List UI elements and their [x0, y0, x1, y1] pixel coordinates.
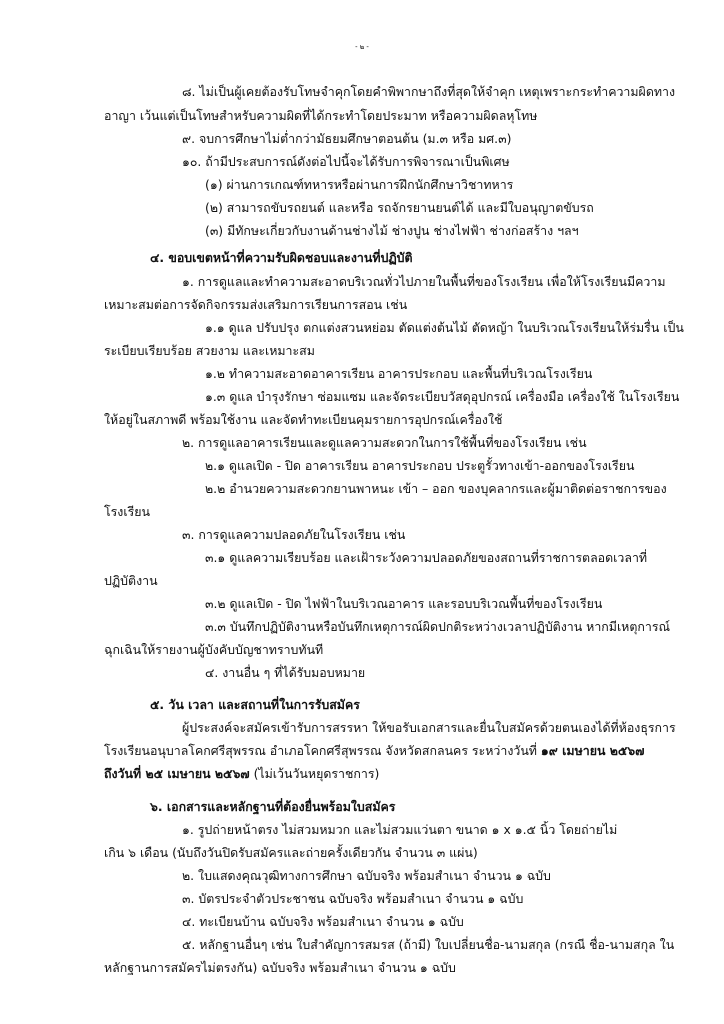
section-5-line	[104, 741, 644, 761]
section-4-line: ๑.๑ ดูแล ปรับปรุง ตกแต่งสวนหย่อม ตัดแต่งต้นไม้ ตัดหญ้า ในบริเวณโรงเรียนให้ร่มรื่น เป็น	[205, 320, 684, 335]
section-6-line: เกิน ๖ เดือน (นับถึงวันปิดรับสมัครและถ่ายครั้งเดียวกัน จำนวน ๓ แผ่น)	[104, 845, 478, 860]
section-6-line: ๑. รูปถ่ายหน้าตรง ไม่สวมหมวก และไม่สวมแว่นตา ขนาด ๑ x ๑.๕ นิ้ว โดยถ่ายไม่	[182, 822, 618, 837]
section-5-heading: ๕. วัน เวลา และสถานที่ในการรับสมัคร	[150, 697, 360, 712]
qualification-line: (๑) ผ่านการเกณฑ์ทหารหรือผ่านการฝึกนักศึกษาวิชาทหาร	[205, 177, 514, 192]
qualification-line: ๘. ไม่เป็นผู้เคยต้องรับโทษจำคุกโดยคำพิพากษาถึงที่สุดให้จำคุก เหตุเพราะกระทำความผิดทาง	[182, 84, 676, 99]
section-4-line: ๒. การดูแลอาคารเรียนและดูแลความสะดวกในการใช้พื้นที่ของโรงเรียน เช่น	[182, 435, 587, 450]
section-4-line: ๑.๓ ดูแล บำรุงรักษา ซ่อมแซม และจัดระเบียบวัสดุอุปกรณ์ เครื่องมือ เครื่องใช้ ในโรงเรียน	[205, 389, 680, 404]
qualification-line: อาญา เว้นแต่เป็นโทษสำหรับความผิดที่ได้กระทำโดยประมาท หรือความผิดลหุโทษ	[104, 108, 538, 123]
section-4-line: ระเบียบเรียบร้อย สวยงาม และเหมาะสม	[104, 343, 315, 358]
section-5-text: (ไม่เว้นวันหยุดราชการ)	[253, 766, 380, 781]
section-4-line: ๓.๒ ดูแลเปิด - ปิด ไฟฟ้าในบริเวณอาคาร และรอบบริเวณพื้นที่ของโรงเรียน	[205, 596, 603, 611]
qualification-line: (๒) สามารถขับรถยนต์ และหรือ รถจักรยานยนต์ได้ และมีใบอนุญาตขับรถ	[205, 200, 594, 215]
section-6-heading: ๖. เอกสารและหลักฐานที่ต้องยื่นพร้อมใบสมัคร	[150, 799, 396, 814]
section-4-line: ให้อยู่ในสภาพดี พร้อมใช้งาน และจัดทำทะเบียนคุมรายการอุปกรณ์เครื่องใช้	[104, 412, 503, 427]
qualification-line: ๙. จบการศึกษาไม่ต่ำกว่ามัธยมศึกษาตอนต้น (ม.๓ หรือ มศ.๓)	[182, 131, 512, 146]
section-4-line: ๑.๒ ทำความสะอาดอาคารเรียน อาคารประกอบ และพื้นที่บริเวณโรงเรียน	[205, 366, 593, 381]
section-4-line: ๓. การดูแลความปลอดภัยในโรงเรียน เช่น	[182, 527, 406, 542]
application-end-date: ถึงวันที่ ๒๕ เมษายน ๒๕๖๗	[104, 766, 250, 781]
section-6-line: ๕. หลักฐานอื่นๆ เช่น ใบสำคัญการสมรส (ถ้ามี) ใบเปลี่ยนชื่อ-นามสกุล (กรณี ชื่อ-นามสกุล ใน	[182, 937, 675, 952]
section-6-line: ๓. บัตรประจำตัวประชาชน ฉบับจริง พร้อมสำเนา จำนวน ๑ ฉบับ	[182, 891, 524, 906]
section-4-heading: ๔. ขอบเขตหน้าที่ความรับผิดชอบและงานที่ปฏิบัติ	[150, 250, 413, 265]
section-4-line: ๒.๑ ดูแลเปิด - ปิด อาคารเรียน อาคารประกอบ ประตูรั้วทางเข้า-ออกของโรงเรียน	[205, 458, 635, 473]
section-4-line: โรงเรียน	[104, 504, 150, 519]
section-6-line: หลักฐานการสมัครไม่ตรงกัน) ฉบับจริง พร้อมสำเนา จำนวน ๑ ฉบับ	[104, 960, 456, 975]
section-6-line: ๔. ทะเบียนบ้าน ฉบับจริง พร้อมสำเนา จำนวน ๑ ฉบับ	[182, 914, 464, 929]
section-6-line: ๒. ใบแสดงคุณวุฒิทางการศึกษา ฉบับจริง พร้อมสำเนา จำนวน ๑ ฉบับ	[182, 868, 551, 883]
section-5-text: โรงเรียนอนุบาลโคกศรีสุพรรณ อำเภอโคกศรีสุพรรณ จังหวัดสกลนคร ระหว่างวันที่	[104, 743, 537, 758]
section-5-line: ผู้ประสงค์จะสมัครเข้ารับการสรรหา ให้ขอรับเอกสารและยื่นใบสมัครด้วยตนเองได้ที่ห้องธุรการ	[182, 720, 676, 735]
section-4-line: ๑. การดูแลและทำความสะอาดบริเวณทั่วไปภายในพื้นที่ของโรงเรียน เพื่อให้โรงเรียนมีความ	[182, 274, 666, 289]
section-4-line: ๒.๒ อำนวยความสะดวกยานพาหนะ เข้า – ออก ของบุคลากรและผู้มาติดต่อราชการของ	[205, 481, 667, 496]
section-4-line: เหมาะสมต่อการจัดกิจกรรมส่งเสริมการเรียนการสอน เช่น	[104, 297, 408, 312]
section-4-line: ฉุกเฉินให้รายงานผู้บังคับบัญชาทราบทันที	[104, 642, 324, 657]
section-4-line: ๔. งานอื่น ๆ ที่ได้รับมอบหมาย	[205, 665, 366, 680]
section-4-line: ๓.๓ บันทึกปฏิบัติงานหรือบันทึกเหตุการณ์ผิดปกติระหว่างเวลาปฏิบัติงาน หากมีเหตุการณ์	[205, 619, 670, 634]
section-4-line: ปฏิบัติงาน	[104, 573, 158, 588]
application-start-date: ๑๙ เมษายน ๒๕๖๗	[540, 743, 645, 758]
section-4-line: ๓.๑ ดูแลความเรียบร้อย และเฝ้าระวังความปลอดภัยของสถานที่ราชการตลอดเวลาที่	[205, 550, 648, 565]
page-number: - ๒ -	[355, 43, 369, 51]
qualification-line: ๑๐. ถ้ามีประสบการณ์ดังต่อไปนี้จะได้รับการพิจารณาเป็นพิเศษ	[182, 154, 510, 169]
section-5-line	[104, 764, 379, 784]
qualification-line: (๓) มีทักษะเกี่ยวกับงานด้านช่างไม้ ช่างปูน ช่างไฟฟ้า ช่างก่อสร้าง ฯลฯ	[205, 223, 579, 238]
